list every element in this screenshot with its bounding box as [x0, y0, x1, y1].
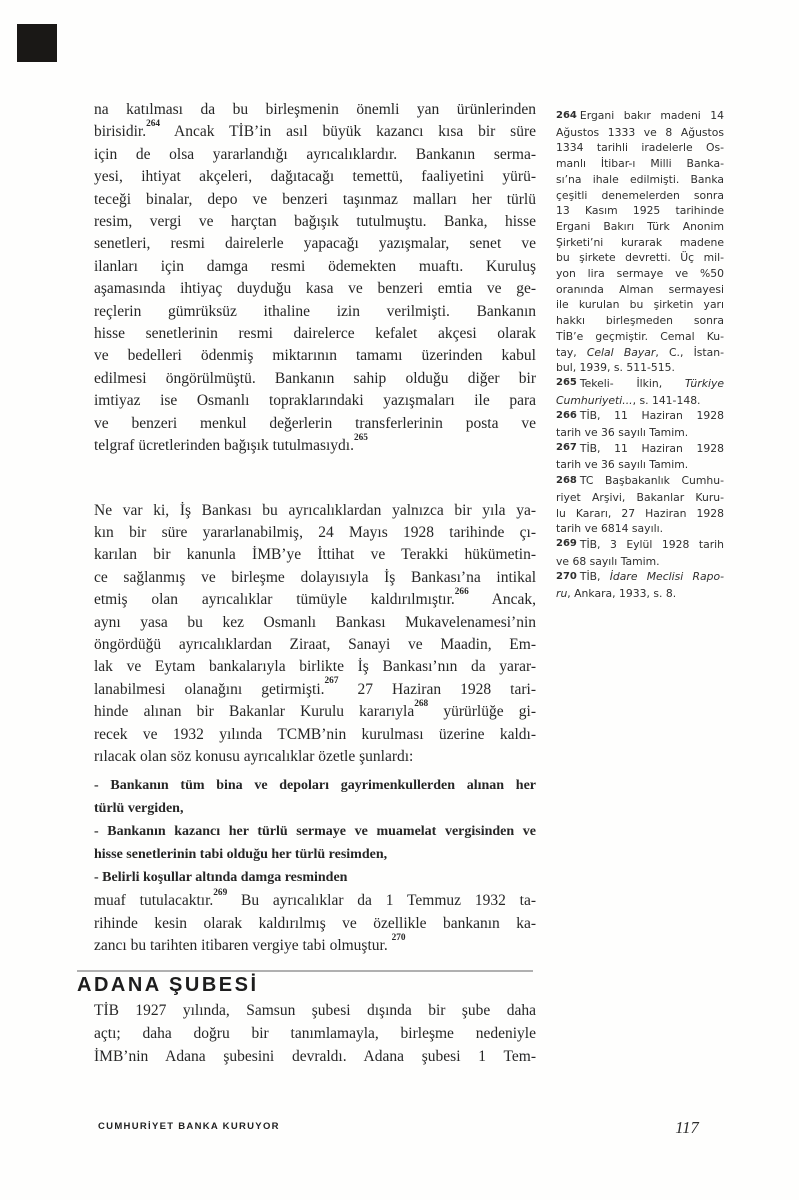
list-item-last-line: hisse senetlerinin tabi olduğu her türlü resimden,: [94, 847, 388, 863]
footnote-text: Ergani bakır madeni 14 Ağustos 1333 ve 8 Ağustos 1334 tarihli iradelerle Os- manlı İtibar-ı Milli Banka- sı’na ihale edilmişti. Banka çeşitli denemelerden sonra 13 Kasım 1925 tarihinde Ergani Bakırı Türk Anonim Şirketi’ni kurarak madene bu şirkete devretti. Üç mil- yon lira sermaye ve %50 oranında Alman sermayesi ile kurulan bu şirketin yarı hakkı birleşmeden sonra TİB’e geçmiştir. Cemal Ku- tay, Celal Bayar, C., İstan-: [556, 109, 724, 359]
footnote-number: 268: [556, 474, 577, 486]
footnote-text: TİB, 11 Haziran 1928: [579, 441, 724, 455]
footnote-last-line: bul, 1939, s. 511-515.: [556, 361, 675, 375]
footnote-266: [556, 408, 724, 440]
page-number: 117: [675, 1118, 699, 1137]
footnote-number: 267: [556, 442, 577, 454]
footnote-text: TİB, İdare Meclisi Rapo-: [579, 570, 724, 584]
paragraph-last-line: telgraf ücretlerinden bağışık tutulmasıydı.$^{265}$: [94, 432, 368, 455]
list-item: [94, 774, 536, 820]
footnote-last-line: tarih ve 36 sayılı Tamim.: [556, 458, 689, 472]
paragraph-lines: Ne var ki, İş Bankası bu ayrıcalıklardan yalnızca bir yıla ya- kın bir süre yararlanabilmiş, 24 Mayıs 1928 tarihinde çı- karılan bir kanunla İMB’ye İttihat ve Terakki hükümetin- ce sağlanmış ve birleşme dolayısıyla İş Bankası’na intikal etmiş olan ayrıcalıklar tümüyle kaldırılmıştır.$^{266}$ Ancak, aynı yasa bu kez Osmanlı Bankası Mukavelenamesi’nin öngördüğü ayrıcalıklardan Ziraat, Sanayi ve Maadin, Em- lak ve Eytam bankalarıyla birlikte İş Bankası’nın da yarar- lanabilmesi olanağını getirmişti.$^{267}$ 27 Haziran 1928 tari- hinde alınan bir Bakanlar Kurulu kararıyla$^{268}$ yürürlüğe gi- recek ve 1932 yılında TCMB’nin kurulması üzerine kaldı-: [94, 501, 537, 743]
paragraph-privileges: [94, 99, 536, 458]
footnote-body: [556, 108, 724, 360]
paragraph-lines: na katılması da bu birleşmenin önemli yan ürünlerinden birisidir.$^{264}$ Ancak TİB’in asıl büyük kazancı kısa bir süre için de olsa yararlandığı ayrıcalıklardır. Bankanın serma- yesi, ihtiyat akçeleri, dağıtacağı temettü, faaliyetini yürü- teceği binalar, depo ve benzeri taşınmaz malları her türlü resim, vergi ve harçtan bağışık tutulmuştu. Banka, hisse senetleri, resmi dairelerle yapacağı yazışmalar, senet ve ilanları için damga resmi ödemekten muaftı. Kuruluş aşamasında ihtiyaç duyduğu kasa ve benzeri emtia ve ge- reçlerin gümrüksüz ithaline izin verilmişti. Bankanın hisse senetlerinin resmi dairelerce kefalet akçesi olarak ve bedelleri ödenmiş miktarının tamamı üzerinden kabul edilmesi öngörülmüştü. Bankanın sahip olduğu diğer bir imtiyaz ise Osmanlı topraklarındaki yazışmaları ile para ve benzeri menkul değerlerin transferlerinin posta ve: [94, 101, 536, 432]
footnote-number: 264: [556, 109, 577, 121]
footnote-last-line: tarih ve 36 sayılı Tamim.: [556, 426, 689, 440]
footnote-267: [556, 441, 724, 473]
paragraph-exempt-conclusion: [94, 890, 536, 957]
footnote-270: [556, 569, 724, 601]
footnote-268: [556, 473, 724, 537]
footnote-last-line: tarih ve 6814 sayılı.: [556, 522, 663, 536]
footnote-text: TC Başbakanlık Cumhu- riyet Arşivi, Bakanlar Kuru- lu Kararı, 27 Haziran 1928: [556, 474, 724, 520]
footnote-text: TİB, 3 Eylül 1928 tarih: [579, 537, 724, 551]
footnote-number: 266: [556, 409, 577, 421]
list-item-lines: - Bankanın tüm bina ve depoları gayrimenkullerden alınan her: [94, 778, 536, 794]
paragraph-adana-branch: [94, 999, 536, 1068]
exemption-list: [94, 774, 536, 889]
footnote-text: TİB, 11 Haziran 1928: [579, 409, 724, 423]
paragraph-lines: TİB 1927 yılında, Samsun şubesi dışında bir şube daha açtı; daha doğru bir tanımlamayla, birleşme nedeniyle İMB’nin Adana şubesini devraldı. Adana şubesi 1 Tem-: [94, 1002, 536, 1065]
list-item: [94, 820, 536, 866]
footnote-text: Tekeli- İlkin, Türkiye: [579, 376, 724, 390]
list-item-last-line: türlü vergiden,: [94, 801, 184, 817]
footnote-number: 265: [556, 377, 577, 389]
footnote-264: [556, 108, 724, 376]
footnote-last-line: ru, Ankara, 1933, s. 8.: [556, 587, 677, 601]
paragraph-last-line: rılacak olan söz konusu ayrıcalıklar özetle şunlardı:: [94, 747, 414, 765]
footnote-body: [556, 441, 724, 458]
footnote-body: [556, 408, 724, 425]
footnote-body: [556, 473, 724, 521]
list-item: [94, 866, 536, 889]
section-corner-mark: [17, 24, 57, 62]
footnote-body: [556, 537, 724, 554]
footnotes-sidebar: [556, 108, 724, 602]
paragraph-lines: muaf tutulacaktır.$^{269}$ Bu ayrıcalıklar da 1 Temmuz 1932 ta- rihinde kesin olarak kaldırılmış ve özellikle bankanın ka-: [94, 888, 536, 932]
footnote-body: [556, 376, 724, 393]
footnote-number: 269: [556, 538, 577, 550]
list-item-last-line: - Belirli koşullar altında damga resminden: [94, 870, 348, 886]
main-text-column: [94, 99, 536, 958]
footnote-265: [556, 376, 724, 408]
footnote-body: [556, 569, 724, 586]
list-item-lines: - Bankanın kazancı her türlü sermaye ve muamelat vergisinden ve: [94, 824, 536, 840]
footnote-last-line: ve 68 sayılı Tamim.: [556, 554, 660, 568]
footnote-last-line: Cumhuriyeti..., s. 141-148.: [556, 393, 701, 407]
section-divider-rule: [77, 970, 533, 972]
footnote-269: [556, 537, 724, 569]
running-title: CUMHURİYET BANKA KURUYOR: [98, 1121, 280, 1132]
paragraph-abolition: [94, 500, 536, 769]
section-heading: ADANA ŞUBESİ: [77, 974, 259, 996]
footnote-number: 270: [556, 570, 577, 582]
paragraph-last-line: zancı bu tarihten itibaren vergiye tabi olmuştur. $^{270}$: [94, 932, 406, 955]
